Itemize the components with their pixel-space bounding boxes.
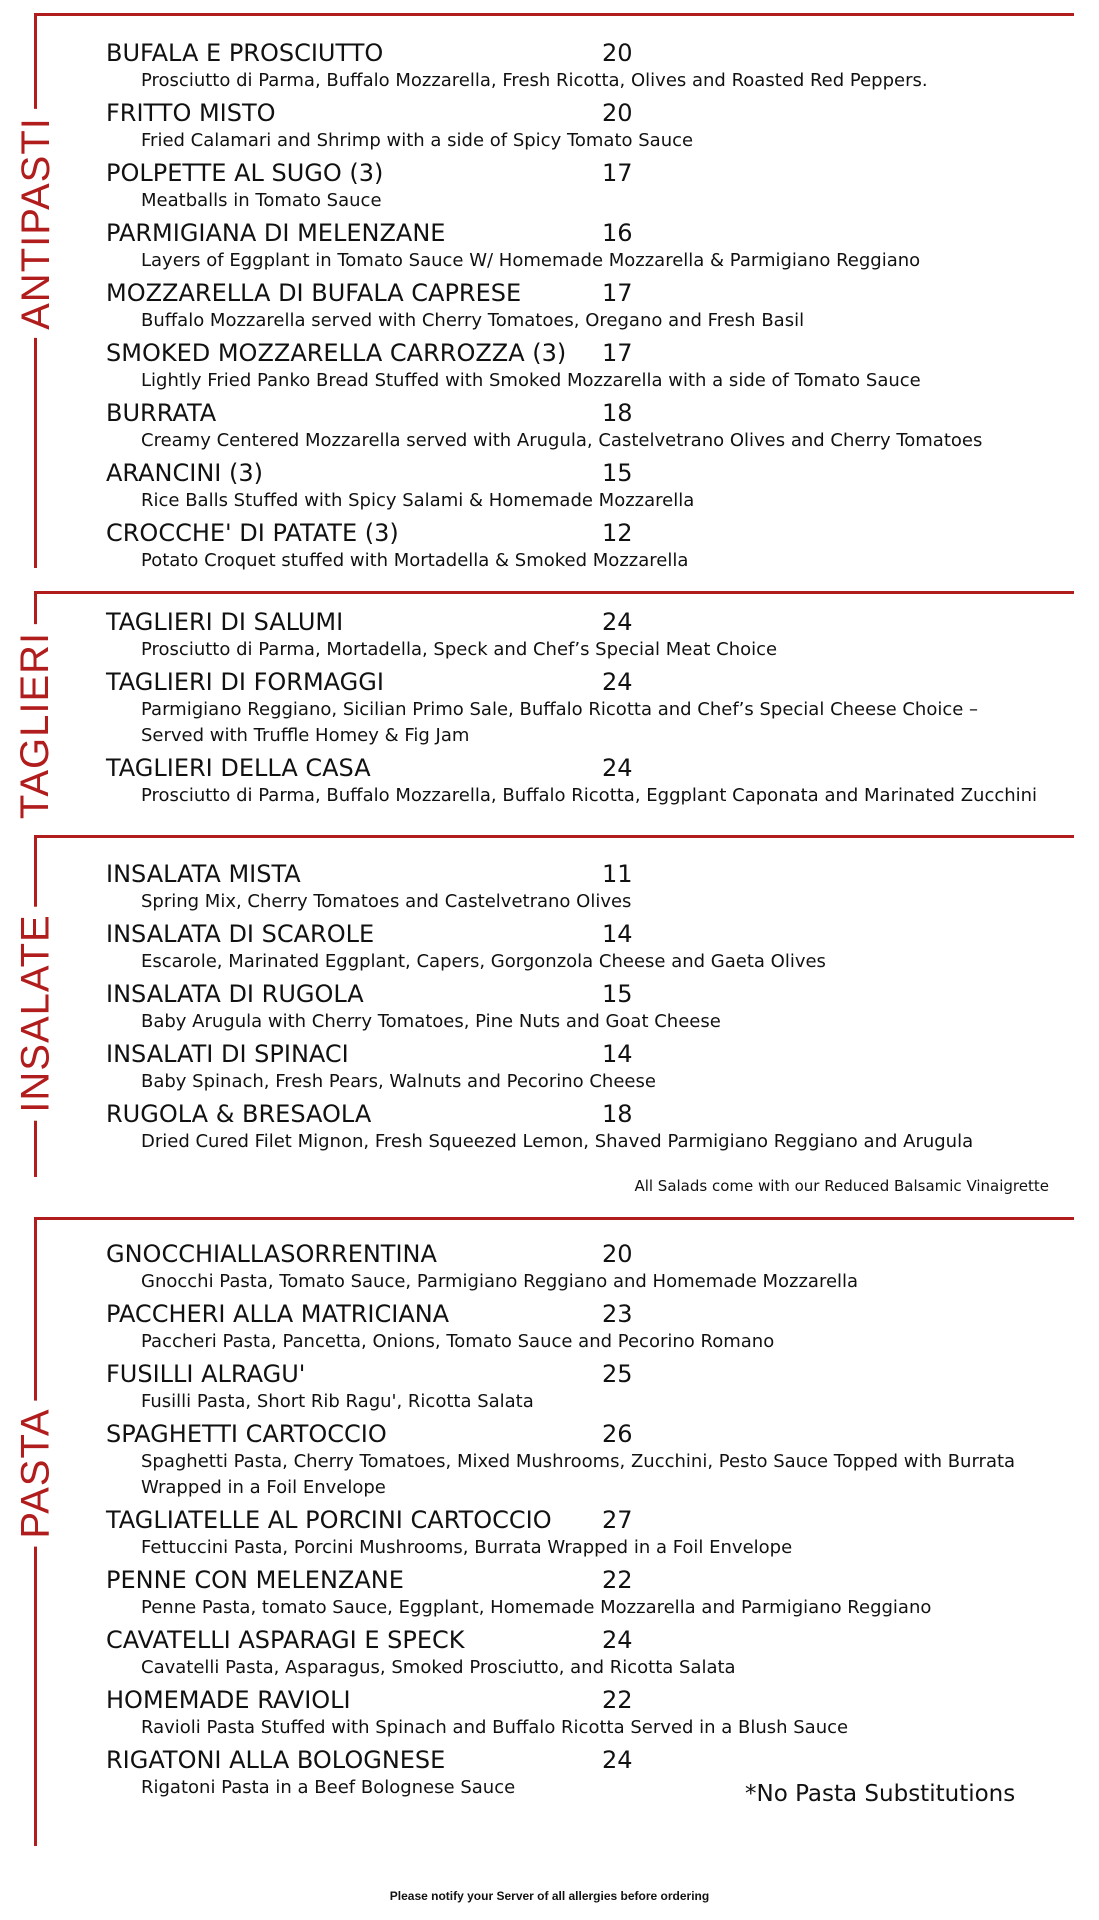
item-description: Layers of Eggplant in Tomato Sauce W/ Homemade Mozzarella & Parmigiano Reggiano (141, 250, 921, 271)
section-rule (34, 13, 37, 568)
item-name: GNOCCHIALLASORRENTINA (106, 1240, 437, 1268)
menu-item (106, 1504, 1069, 1564)
menu-item (106, 978, 1069, 1038)
item-price: 24 (602, 608, 633, 636)
item-price: 20 (602, 1240, 633, 1268)
menu-item (106, 1358, 1069, 1418)
item-price: 20 (602, 39, 633, 67)
item-name: INSALATI DI SPINACI (106, 1040, 349, 1068)
item-name: FUSILLI ALRAGU' (106, 1360, 306, 1388)
item-name: SMOKED MOZZARELLA CARROZZA (3) (106, 339, 567, 367)
menu-item (106, 97, 1069, 157)
item-price: 18 (602, 1100, 633, 1128)
section-divider (34, 591, 1074, 594)
menu-item (106, 752, 1069, 812)
item-description: Parmigiano Reggiano, Sicilian Primo Sale, Buffalo Ricotta and Chef’s Special Cheese Choice – Served with Truffle Homey & Fig Jam (141, 699, 979, 746)
item-name: PARMIGIANA DI MELENZANE (106, 219, 446, 247)
section-title: INSALATE (8, 985, 64, 1041)
item-price: 12 (602, 519, 633, 547)
item-price: 17 (602, 279, 633, 307)
item-name: INSALATA DI SCAROLE (106, 920, 375, 948)
item-price: 25 (602, 1360, 633, 1388)
item-description: Baby Spinach, Fresh Pears, Walnuts and Pecorino Cheese (141, 1071, 656, 1092)
item-price: 11 (602, 860, 633, 888)
menu-item (106, 918, 1069, 978)
item-price: 17 (602, 339, 633, 367)
salad-note: All Salads come with our Reduced Balsamic Vinaigrette (634, 1177, 1049, 1195)
menu-item (106, 1564, 1069, 1624)
item-description: Penne Pasta, tomato Sauce, Eggplant, Homemade Mozzarella and Parmigiano Reggiano (141, 1597, 932, 1618)
item-description: Rigatoni Pasta in a Beef Bolognese Sauce (141, 1777, 516, 1798)
allergy-footer: Please notify your Server of all allergies before ordering (389, 1889, 710, 1903)
item-description: Fettuccini Pasta, Porcini Mushrooms, Burrata Wrapped in a Foil Envelope (141, 1537, 793, 1558)
item-name: POLPETTE AL SUGO (3) (106, 159, 384, 187)
item-description: Paccheri Pasta, Pancetta, Onions, Tomato Sauce and Pecorino Romano (141, 1331, 775, 1352)
item-name: INSALATA MISTA (106, 860, 301, 888)
menu-item (106, 1038, 1069, 1098)
menu-item (106, 1298, 1069, 1358)
item-description: Rice Balls Stuffed with Spicy Salami & Homemade Mozzarella (141, 490, 695, 511)
menu-item (106, 1624, 1069, 1684)
section-divider (34, 1217, 1074, 1220)
section-title: ANTIPASTI (8, 195, 64, 251)
item-name: BURRATA (106, 399, 217, 427)
item-description: Potato Croquet stuffed with Mortadella & Smoked Mozzarella (141, 550, 689, 571)
item-price: 24 (602, 1746, 633, 1774)
item-price: 26 (602, 1420, 633, 1448)
item-price: 14 (602, 1040, 633, 1068)
item-price: 17 (602, 159, 633, 187)
section-rule (34, 835, 37, 1177)
item-description: Prosciutto di Parma, Mortadella, Speck and Chef’s Special Meat Choice (141, 639, 778, 660)
item-name: TAGLIERI DI FORMAGGI (106, 668, 384, 696)
item-name: RUGOLA & BRESAOLA (106, 1100, 372, 1128)
item-price: 18 (602, 399, 633, 427)
pasta-note: *No Pasta Substitutions (745, 1781, 1016, 1807)
section-divider (34, 835, 1074, 838)
item-name: PENNE CON MELENZANE (106, 1566, 404, 1594)
item-price: 15 (602, 459, 633, 487)
item-price: 24 (602, 754, 633, 782)
item-description: Fried Calamari and Shrimp with a side of Spicy Tomato Sauce (141, 130, 694, 151)
item-price: 16 (602, 219, 633, 247)
item-description: Baby Arugula with Cherry Tomatoes, Pine Nuts and Goat Cheese (141, 1011, 721, 1032)
item-name: SPAGHETTI CARTOCCIO (106, 1420, 387, 1448)
section-divider (34, 13, 1074, 16)
menu-item (106, 217, 1069, 277)
menu-item (106, 37, 1069, 97)
item-price: 22 (602, 1566, 633, 1594)
section-title: PASTA (8, 1445, 64, 1501)
item-description: Creamy Centered Mozzarella served with Arugula, Castelvetrano Olives and Cherry Tomatoes (141, 430, 983, 451)
item-description: Prosciutto di Parma, Buffalo Mozzarella, Fresh Ricotta, Olives and Roasted Red Peppers. (141, 70, 928, 91)
item-price: 23 (602, 1300, 633, 1328)
item-name: RIGATONI ALLA BOLOGNESE (106, 1746, 446, 1774)
item-name: MOZZARELLA DI BUFALA CAPRESE (106, 279, 522, 307)
item-name: TAGLIERI DELLA CASA (106, 754, 371, 782)
item-price: 20 (602, 99, 633, 127)
item-description: Spaghetti Pasta, Cherry Tomatoes, Mixed Mushrooms, Zucchini, Pesto Sauce Topped with Burrata Wrapped in a Foil Envelope (141, 1451, 1016, 1498)
item-description: Spring Mix, Cherry Tomatoes and Castelvetrano Olives (141, 891, 632, 912)
item-name: CROCCHE' DI PATATE (3) (106, 519, 399, 547)
menu-item (106, 666, 1069, 752)
item-name: INSALATA DI RUGOLA (106, 980, 364, 1008)
menu-item (106, 1098, 1069, 1158)
item-description: Dried Cured Filet Mignon, Fresh Squeezed Lemon, Shaved Parmigiano Reggiano and Arugula (141, 1131, 974, 1152)
item-price: 27 (602, 1506, 633, 1534)
item-name: FRITTO MISTO (106, 99, 276, 127)
item-description: Escarole, Marinated Eggplant, Capers, Gorgonzola Cheese and Gaeta Olives (141, 951, 826, 972)
item-price: 24 (602, 668, 633, 696)
menu-item (106, 457, 1069, 517)
item-price: 22 (602, 1686, 633, 1714)
item-name: TAGLIERI DI SALUMI (106, 608, 344, 636)
item-description: Lightly Fried Panko Bread Stuffed with Smoked Mozzarella with a side of Tomato Sauce (141, 370, 921, 391)
item-description: Meatballs in Tomato Sauce (141, 190, 382, 211)
section-title: TAGLIERI (8, 697, 64, 753)
item-name: HOMEMADE RAVIOLI (106, 1686, 351, 1714)
menu-item (106, 1418, 1069, 1504)
menu-item (106, 277, 1069, 337)
menu-item (106, 1684, 1069, 1744)
menu-item (106, 858, 1069, 918)
item-description: Ravioli Pasta Stuffed with Spinach and Buffalo Ricotta Served in a Blush Sauce (141, 1717, 849, 1738)
menu-item (106, 397, 1069, 457)
menu-item (106, 606, 1069, 666)
item-description: Prosciutto di Parma, Buffalo Mozzarella, Buffalo Ricotta, Eggplant Caponata and Marinated Zucchini (141, 785, 1038, 806)
menu-item (106, 1238, 1069, 1298)
section-rule (34, 1217, 37, 1846)
section-rule (34, 591, 37, 817)
item-price: 15 (602, 980, 633, 1008)
item-name: BUFALA E PROSCIUTTO (106, 39, 384, 67)
item-price: 14 (602, 920, 633, 948)
item-name: PACCHERI ALLA MATRICIANA (106, 1300, 450, 1328)
menu-item (106, 157, 1069, 217)
item-description: Buffalo Mozzarella served with Cherry Tomatoes, Oregano and Fresh Basil (141, 310, 805, 331)
menu-item (106, 517, 1069, 577)
menu-item (106, 337, 1069, 397)
item-description: Cavatelli Pasta, Asparagus, Smoked Prosciutto, and Ricotta Salata (141, 1657, 736, 1678)
item-name: ARANCINI (3) (106, 459, 263, 487)
item-name: TAGLIATELLE AL PORCINI CARTOCCIO (106, 1506, 552, 1534)
item-description: Fusilli Pasta, Short Rib Ragu', Ricotta Salata (141, 1391, 534, 1412)
item-name: CAVATELLI ASPARAGI E SPECK (106, 1626, 465, 1654)
item-description: Gnocchi Pasta, Tomato Sauce, Parmigiano Reggiano and Homemade Mozzarella (141, 1271, 859, 1292)
item-price: 24 (602, 1626, 633, 1654)
